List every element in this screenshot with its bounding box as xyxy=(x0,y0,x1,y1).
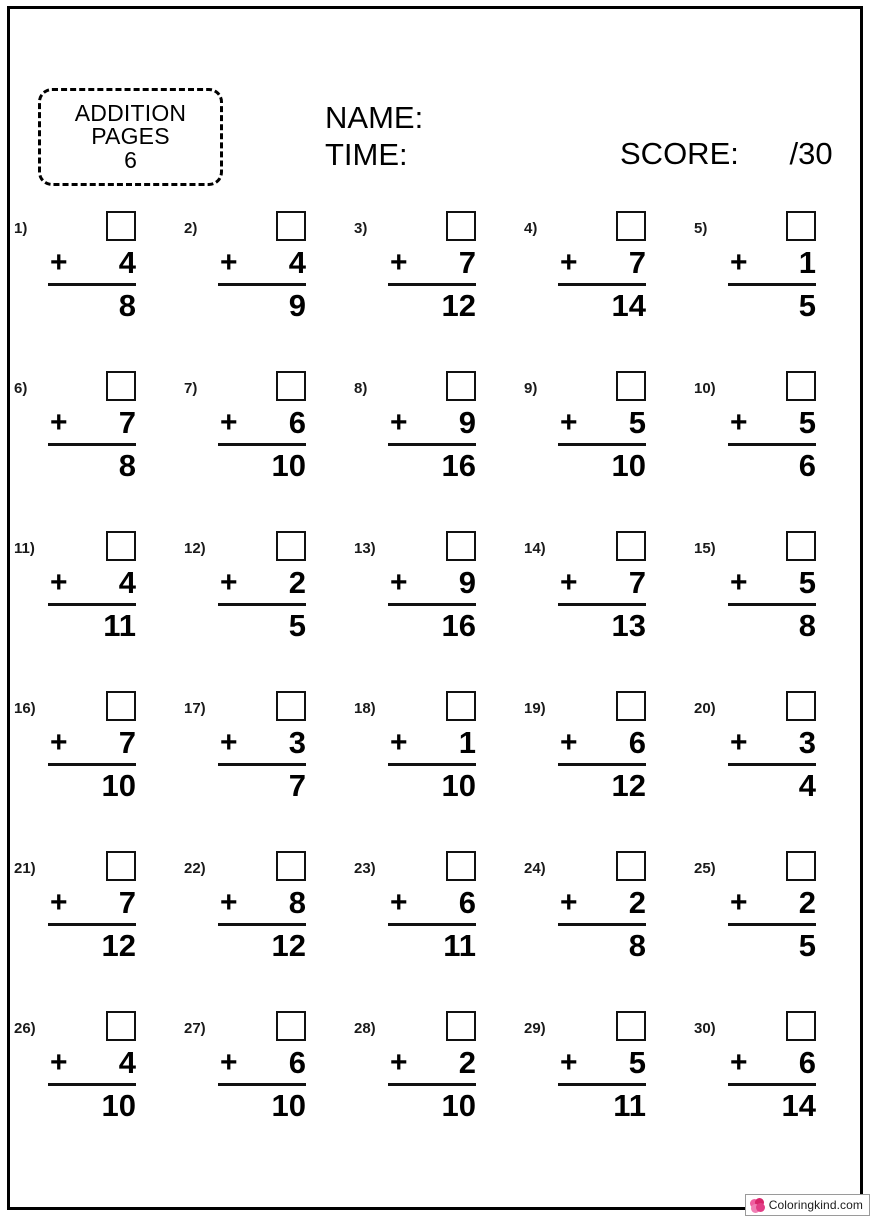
sum-value: 11 xyxy=(103,608,136,643)
addend-value: 7 xyxy=(118,405,136,440)
addend-row xyxy=(728,244,820,282)
problem-number: 11) xyxy=(14,540,35,557)
missing-addend-row xyxy=(558,848,650,884)
problem-number: 21) xyxy=(14,860,36,877)
addend-value: 2 xyxy=(798,885,816,920)
problem-cell xyxy=(0,688,170,848)
problem-number: 2) xyxy=(184,220,198,237)
problem-cell xyxy=(170,368,340,528)
answer-input-box[interactable] xyxy=(106,1011,136,1041)
problem-body xyxy=(388,208,480,326)
problem-body xyxy=(48,1008,140,1126)
addend-row xyxy=(218,404,310,442)
problem-body xyxy=(728,208,820,326)
problem-body xyxy=(728,368,820,486)
answer-input-box[interactable] xyxy=(446,851,476,881)
watermark-text: Coloringkind.com xyxy=(768,1198,863,1212)
missing-addend-row xyxy=(388,1008,480,1044)
problem-body xyxy=(48,848,140,966)
missing-addend-row xyxy=(558,688,650,724)
problem-row xyxy=(0,528,870,688)
plus-icon: + xyxy=(390,406,408,439)
name-field-label: NAME: xyxy=(325,100,424,135)
answer-input-box[interactable] xyxy=(786,371,816,401)
answer-input-box[interactable] xyxy=(276,1011,306,1041)
problem-number: 20) xyxy=(694,700,716,717)
answer-input-box[interactable] xyxy=(446,371,476,401)
problem-cell xyxy=(0,848,170,1008)
sum-value: 13 xyxy=(611,608,646,643)
answer-input-box[interactable] xyxy=(276,531,306,561)
addend-row xyxy=(558,564,650,602)
answer-input-box[interactable] xyxy=(786,531,816,561)
answer-input-box[interactable] xyxy=(616,211,646,241)
addend-value: 8 xyxy=(288,885,306,920)
addend-row xyxy=(218,724,310,762)
problem-cell xyxy=(510,688,680,848)
answer-input-box[interactable] xyxy=(276,691,306,721)
addend-row xyxy=(388,564,480,602)
plus-icon: + xyxy=(730,246,748,279)
addend-value: 5 xyxy=(628,405,646,440)
missing-addend-row xyxy=(558,208,650,244)
answer-input-box[interactable] xyxy=(446,1011,476,1041)
missing-addend-row xyxy=(728,1008,820,1044)
problem-number: 19) xyxy=(524,700,546,717)
problem-grid xyxy=(0,208,870,1128)
sum-value: 12 xyxy=(611,768,646,803)
answer-input-box[interactable] xyxy=(446,211,476,241)
addend-row xyxy=(48,1044,140,1082)
addend-value: 2 xyxy=(628,885,646,920)
plus-icon: + xyxy=(730,886,748,919)
problem-number: 24) xyxy=(524,860,546,877)
sum-value: 5 xyxy=(798,928,816,963)
sum-value: 11 xyxy=(443,928,476,963)
problem-body xyxy=(218,848,310,966)
problem-cell xyxy=(340,368,510,528)
missing-addend-row xyxy=(388,208,480,244)
problem-number: 6) xyxy=(14,380,28,397)
sum-value: 16 xyxy=(441,608,476,643)
problem-number: 15) xyxy=(694,540,716,557)
badge-page-number: 6 xyxy=(124,146,137,173)
problem-cell xyxy=(340,688,510,848)
addend-row xyxy=(558,404,650,442)
problem-cell xyxy=(510,368,680,528)
score-label: SCORE: xyxy=(620,136,739,171)
answer-input-box[interactable] xyxy=(786,851,816,881)
sum-value: 7 xyxy=(288,768,306,803)
problem-body xyxy=(218,528,310,646)
addend-row xyxy=(218,884,310,922)
problem-number: 28) xyxy=(354,1020,376,1037)
sum-value: 5 xyxy=(288,608,306,643)
sum-value: 8 xyxy=(628,928,646,963)
missing-addend-row xyxy=(388,848,480,884)
problem-cell xyxy=(680,688,850,848)
answer-input-box[interactable] xyxy=(786,691,816,721)
flower-icon xyxy=(750,1198,765,1213)
problem-body xyxy=(558,208,650,326)
student-info-block xyxy=(325,100,423,173)
plus-icon: + xyxy=(390,566,408,599)
problem-number: 25) xyxy=(694,860,716,877)
plus-icon: + xyxy=(220,1046,238,1079)
addend-value: 1 xyxy=(798,245,816,280)
plus-icon: + xyxy=(560,1046,578,1079)
problem-cell xyxy=(510,208,680,368)
badge-line-2: PAGES xyxy=(91,123,170,150)
problem-number: 29) xyxy=(524,1020,546,1037)
addend-value: 6 xyxy=(288,1045,306,1080)
problem-cell xyxy=(170,208,340,368)
addend-row xyxy=(558,1044,650,1082)
sum-value: 16 xyxy=(441,448,476,483)
missing-addend-row xyxy=(388,368,480,404)
plus-icon: + xyxy=(50,726,68,759)
problem-cell xyxy=(0,1008,170,1128)
problem-row xyxy=(0,688,870,848)
problem-number: 16) xyxy=(14,700,36,717)
answer-input-box[interactable] xyxy=(106,851,136,881)
addend-value: 1 xyxy=(458,725,476,760)
problem-row xyxy=(0,208,870,368)
problem-number: 7) xyxy=(184,380,198,397)
problem-cell xyxy=(680,848,850,1008)
missing-addend-row xyxy=(728,688,820,724)
score-total: /30 xyxy=(789,136,833,171)
problem-body xyxy=(558,528,650,646)
sum-value: 10 xyxy=(441,1088,476,1123)
addend-value: 5 xyxy=(798,405,816,440)
missing-addend-row xyxy=(218,208,310,244)
plus-icon: + xyxy=(560,886,578,919)
sum-value: 10 xyxy=(271,448,306,483)
missing-addend-row xyxy=(48,368,140,404)
addend-row xyxy=(48,564,140,602)
addend-row xyxy=(388,724,480,762)
addend-value: 2 xyxy=(288,565,306,600)
missing-addend-row xyxy=(558,1008,650,1044)
problem-number: 23) xyxy=(354,860,376,877)
addend-value: 7 xyxy=(628,245,646,280)
missing-addend-row xyxy=(218,368,310,404)
plus-icon: + xyxy=(390,886,408,919)
problem-cell xyxy=(510,528,680,688)
addend-value: 2 xyxy=(458,1045,476,1080)
problem-body xyxy=(558,688,650,806)
problem-body xyxy=(388,848,480,966)
problem-body xyxy=(218,1008,310,1126)
sum-value: 4 xyxy=(798,768,816,803)
answer-input-box[interactable] xyxy=(106,371,136,401)
addend-value: 5 xyxy=(628,1045,646,1080)
answer-input-box[interactable] xyxy=(106,211,136,241)
addend-row xyxy=(388,404,480,442)
sum-value: 8 xyxy=(118,288,136,323)
problem-number: 1) xyxy=(14,220,28,237)
problem-number: 10) xyxy=(694,380,716,397)
addend-row xyxy=(48,724,140,762)
missing-addend-row xyxy=(388,528,480,564)
addend-value: 6 xyxy=(288,405,306,440)
addend-row xyxy=(558,244,650,282)
missing-addend-row xyxy=(48,848,140,884)
addend-row xyxy=(218,564,310,602)
plus-icon: + xyxy=(390,726,408,759)
sum-value: 12 xyxy=(101,928,136,963)
addend-row xyxy=(558,884,650,922)
sum-value: 14 xyxy=(611,288,646,323)
plus-icon: + xyxy=(730,726,748,759)
sum-value: 9 xyxy=(288,288,306,323)
problem-cell xyxy=(340,528,510,688)
sum-value: 10 xyxy=(101,768,136,803)
problem-cell xyxy=(170,528,340,688)
problem-number: 14) xyxy=(524,540,546,557)
addend-value: 4 xyxy=(288,245,306,280)
answer-input-box[interactable] xyxy=(786,211,816,241)
addend-value: 7 xyxy=(118,885,136,920)
plus-icon: + xyxy=(220,726,238,759)
problem-cell xyxy=(680,208,850,368)
problem-body xyxy=(48,208,140,326)
addend-row xyxy=(728,724,820,762)
answer-input-box[interactable] xyxy=(616,1011,646,1041)
addend-value: 6 xyxy=(458,885,476,920)
addend-row xyxy=(218,244,310,282)
missing-addend-row xyxy=(558,368,650,404)
sum-value: 5 xyxy=(798,288,816,323)
addend-value: 5 xyxy=(798,565,816,600)
watermark-badge xyxy=(745,1194,870,1216)
addend-value: 6 xyxy=(628,725,646,760)
problem-number: 13) xyxy=(354,540,376,557)
addend-row xyxy=(728,884,820,922)
plus-icon: + xyxy=(220,246,238,279)
plus-icon: + xyxy=(560,726,578,759)
problem-cell xyxy=(170,688,340,848)
addend-value: 9 xyxy=(458,405,476,440)
problem-cell xyxy=(0,368,170,528)
problem-number: 8) xyxy=(354,380,368,397)
problem-cell xyxy=(170,848,340,1008)
addend-row xyxy=(218,1044,310,1082)
missing-addend-row xyxy=(728,848,820,884)
problem-cell xyxy=(340,1008,510,1128)
plus-icon: + xyxy=(730,566,748,599)
missing-addend-row xyxy=(218,1008,310,1044)
problem-cell xyxy=(340,848,510,1008)
addend-value: 4 xyxy=(118,565,136,600)
answer-input-box[interactable] xyxy=(616,371,646,401)
plus-icon: + xyxy=(50,406,68,439)
addend-value: 7 xyxy=(628,565,646,600)
plus-icon: + xyxy=(390,246,408,279)
problem-body xyxy=(388,1008,480,1126)
plus-icon: + xyxy=(220,566,238,599)
addend-value: 7 xyxy=(458,245,476,280)
missing-addend-row xyxy=(388,688,480,724)
problem-cell xyxy=(510,848,680,1008)
problem-body xyxy=(48,528,140,646)
addend-row xyxy=(728,564,820,602)
problem-number: 9) xyxy=(524,380,538,397)
addend-row xyxy=(728,404,820,442)
answer-input-box[interactable] xyxy=(276,851,306,881)
problem-cell xyxy=(680,528,850,688)
plus-icon: + xyxy=(50,886,68,919)
worksheet-header xyxy=(0,78,870,198)
answer-input-box[interactable] xyxy=(276,371,306,401)
sum-value: 10 xyxy=(271,1088,306,1123)
problem-body xyxy=(728,1008,820,1126)
problem-number: 26) xyxy=(14,1020,36,1037)
answer-input-box[interactable] xyxy=(616,851,646,881)
addend-value: 9 xyxy=(458,565,476,600)
sum-value: 6 xyxy=(798,448,816,483)
missing-addend-row xyxy=(218,528,310,564)
problem-body xyxy=(558,1008,650,1126)
problem-cell xyxy=(510,1008,680,1128)
problem-number: 12) xyxy=(184,540,206,557)
problem-cell xyxy=(680,1008,850,1128)
plus-icon: + xyxy=(390,1046,408,1079)
sum-value: 10 xyxy=(441,768,476,803)
plus-icon: + xyxy=(50,566,68,599)
problem-body xyxy=(558,848,650,966)
problem-cell xyxy=(340,208,510,368)
badge-line-1: ADDITION xyxy=(74,99,187,126)
missing-addend-row xyxy=(48,688,140,724)
missing-addend-row xyxy=(728,208,820,244)
missing-addend-row xyxy=(728,368,820,404)
plus-icon: + xyxy=(730,406,748,439)
sum-value: 10 xyxy=(101,1088,136,1123)
addend-row xyxy=(48,884,140,922)
addend-value: 4 xyxy=(118,1045,136,1080)
sum-value: 11 xyxy=(613,1088,646,1123)
problem-body xyxy=(728,688,820,806)
problem-cell xyxy=(170,1008,340,1128)
addend-value: 3 xyxy=(288,725,306,760)
answer-input-box[interactable] xyxy=(616,531,646,561)
score-block xyxy=(620,136,833,172)
addend-row xyxy=(728,1044,820,1082)
addend-row xyxy=(48,404,140,442)
plus-icon: + xyxy=(220,886,238,919)
answer-input-box[interactable] xyxy=(446,691,476,721)
plus-icon: + xyxy=(50,1046,68,1079)
sum-value: 8 xyxy=(798,608,816,643)
problem-number: 22) xyxy=(184,860,206,877)
time-field-label: TIME: xyxy=(325,136,408,172)
plus-icon: + xyxy=(730,1046,748,1079)
answer-input-box[interactable] xyxy=(446,531,476,561)
problem-row xyxy=(0,368,870,528)
missing-addend-row xyxy=(48,208,140,244)
addend-value: 3 xyxy=(798,725,816,760)
problem-cell xyxy=(680,368,850,528)
problem-body xyxy=(728,848,820,966)
addend-row xyxy=(388,244,480,282)
problem-body xyxy=(218,208,310,326)
addend-row xyxy=(388,884,480,922)
answer-input-box[interactable] xyxy=(106,531,136,561)
problem-body xyxy=(218,688,310,806)
missing-addend-row xyxy=(728,528,820,564)
sum-value: 8 xyxy=(118,448,136,483)
missing-addend-row xyxy=(48,528,140,564)
addend-value: 6 xyxy=(798,1045,816,1080)
title-badge xyxy=(38,88,223,186)
problem-body xyxy=(218,368,310,486)
plus-icon: + xyxy=(560,566,578,599)
problem-number: 4) xyxy=(524,220,538,237)
sum-value: 12 xyxy=(441,288,476,323)
answer-input-box[interactable] xyxy=(276,211,306,241)
problem-number: 3) xyxy=(354,220,368,237)
missing-addend-row xyxy=(218,848,310,884)
addend-value: 4 xyxy=(118,245,136,280)
problem-body xyxy=(388,368,480,486)
addend-value: 7 xyxy=(118,725,136,760)
problem-number: 18) xyxy=(354,700,376,717)
problem-row xyxy=(0,848,870,1008)
problem-body xyxy=(388,528,480,646)
sum-value: 14 xyxy=(781,1088,816,1123)
problem-number: 27) xyxy=(184,1020,206,1037)
problem-number: 17) xyxy=(184,700,206,717)
missing-addend-row xyxy=(48,1008,140,1044)
problem-number: 5) xyxy=(694,220,708,237)
addend-row xyxy=(558,724,650,762)
addend-row xyxy=(48,244,140,282)
answer-input-box[interactable] xyxy=(616,691,646,721)
problem-body xyxy=(48,688,140,806)
missing-addend-row xyxy=(218,688,310,724)
plus-icon: + xyxy=(560,246,578,279)
sum-value: 12 xyxy=(271,928,306,963)
problem-cell xyxy=(0,208,170,368)
problem-row xyxy=(0,1008,870,1128)
sum-value: 10 xyxy=(611,448,646,483)
plus-icon: + xyxy=(50,246,68,279)
problem-number: 30) xyxy=(694,1020,716,1037)
problem-cell xyxy=(0,528,170,688)
plus-icon: + xyxy=(220,406,238,439)
problem-body xyxy=(558,368,650,486)
problem-body xyxy=(728,528,820,646)
problem-body xyxy=(388,688,480,806)
plus-icon: + xyxy=(560,406,578,439)
addend-row xyxy=(388,1044,480,1082)
answer-input-box[interactable] xyxy=(106,691,136,721)
problem-body xyxy=(48,368,140,486)
missing-addend-row xyxy=(558,528,650,564)
answer-input-box[interactable] xyxy=(786,1011,816,1041)
